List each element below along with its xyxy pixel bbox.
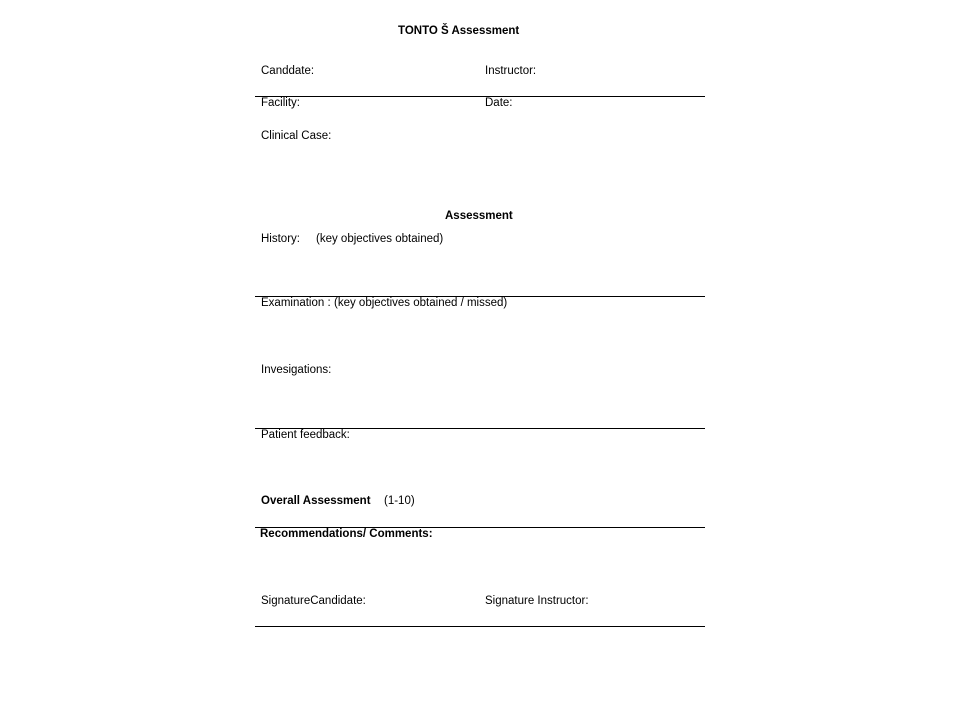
investigations-label: Invesigations:	[261, 364, 332, 376]
candidate-label: Canddate:	[261, 65, 315, 77]
date-label: Date:	[485, 97, 513, 109]
examination-note: (key objectives obtained / missed)	[334, 297, 508, 309]
form-title: TONTO Š Assessment	[398, 25, 520, 37]
facility-label: Facility:	[261, 97, 300, 109]
divider-line	[255, 96, 705, 97]
history-note: (key objectives obtained)	[316, 233, 444, 245]
instructor-label: Instructor:	[485, 65, 537, 77]
divider-line	[255, 626, 705, 627]
signature-instructor-label: Signature Instructor:	[485, 595, 589, 607]
recommendations-label: Recommendations/ Comments:	[260, 528, 433, 540]
history-label: History:	[261, 233, 300, 245]
assessment-heading: Assessment	[445, 210, 513, 222]
examination-label: Examination :	[261, 297, 331, 309]
signature-candidate-label: SignatureCandidate:	[261, 595, 366, 607]
clinical-case-label: Clinical Case:	[261, 130, 332, 142]
overall-assessment-label: Overall Assessment	[261, 495, 371, 507]
patient-feedback-label: Patient feedback:	[261, 429, 350, 441]
overall-scale: (1-10)	[384, 495, 415, 507]
